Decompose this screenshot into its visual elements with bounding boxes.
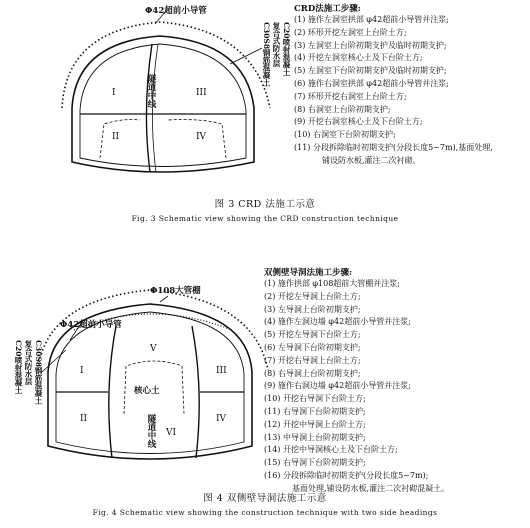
fig4-step: (10) 开挖右导洞下台阶土方; — [264, 394, 366, 404]
fig3-advance-pipe-arc — [62, 22, 270, 108]
fig3-step: (1) 施作左洞室拱部 φ42超前小导管并注浆; — [294, 15, 449, 24]
fig4-step: (16) 分段拆除临时初期支护(分段长度5~7m); — [264, 470, 429, 480]
fig4-layer-label-1: C20喷射混凝土 — [14, 340, 23, 394]
fig4-zone-3: III — [216, 366, 227, 376]
fig4-step: (6) 左导洞下台阶初期支护; — [264, 342, 361, 352]
fig3-zone-4: IV — [196, 132, 207, 142]
fig4-advance-pipe-arc — [38, 290, 268, 370]
fig4-zone-5: V — [150, 344, 157, 354]
fig4-step: (9) 施作右洞边墙 φ42超前小导管并注浆; — [264, 381, 411, 391]
fig4-step: 基面处理,铺设防水板,灌注二次衬砌混凝土。 — [292, 483, 450, 493]
fig3-step: (7) 环形开挖右洞室上台阶土方; — [294, 91, 407, 101]
fig4-step: (4) 施作左洞边墙 φ42超前小导管并注浆; — [264, 317, 411, 327]
fig3-middle-wall — [146, 44, 152, 172]
fig3-zone-1: I — [112, 88, 116, 98]
fig4-caption-en: Fig. 4 Schematic view showing the construction technique with two side headings — [92, 508, 438, 517]
fig4-zone-2: II — [80, 414, 88, 424]
fig3-step: 铺设防水板,灌注二次衬砌。 — [322, 155, 421, 165]
fig4-steps — [264, 266, 449, 496]
fig4-step: (8) 右导洞上台阶初期支护; — [264, 368, 361, 378]
fig3-caption-en: Fig. 3 Schematic view showing the CRD construction technique — [131, 214, 399, 223]
fig4-pipe-label: Φ42超前小导管 — [60, 320, 122, 330]
fig4-right-side-wall — [192, 326, 199, 458]
fig3-layer-labels — [262, 22, 291, 87]
fig3-steps-title: CRD法施工步骤: — [294, 4, 361, 14]
fig3-step: (4) 开挖左洞室核心土及下台阶土方; — [294, 53, 423, 63]
fig3-inner-lining — [80, 44, 246, 167]
fig3-middle-wall-inner — [152, 44, 158, 172]
fig4-canopy-label: Φ108大管棚 — [150, 286, 201, 296]
fig4-zone-4: IV — [216, 414, 227, 424]
fig4-layer-label-3: C30S8钢筋混凝土 — [34, 340, 43, 405]
fig4-step: (3) 左导洞上台阶初期支护; — [264, 304, 361, 314]
fig4-step: (11) 右导洞下台阶初期支护; — [264, 406, 366, 416]
fig3-zone-3: III — [196, 88, 207, 98]
fig3-tunnel-centerline: 隧道中线 — [146, 74, 156, 108]
fig3-layer-label-3: C20喷射混凝土 — [282, 22, 291, 76]
fig4-layer-label-2: 复合式防水层 — [24, 340, 33, 385]
fig3-layer-leader — [230, 48, 262, 64]
fig4-step: (7) 开挖右导洞上台阶土方; — [264, 355, 361, 365]
fig4-step: (15) 右导洞下台阶初期支护; — [264, 458, 366, 468]
fig3-step: (11) 分段拆除临时初期支护(分段长度5~7m),基面处理, — [294, 142, 493, 152]
fig4-layer-leader — [42, 350, 66, 372]
fig3-step: (6) 施作右洞室拱部 φ42超前小导管并注浆; — [294, 78, 449, 88]
fig4-layer-labels — [14, 340, 43, 405]
fig4-caption-zh: 图 4 双侧壁导洞法施工示意 — [203, 493, 327, 504]
fig4-step: (2) 开挖左导洞上台阶土方; — [264, 291, 361, 301]
fig4-step: (12) 开挖中导洞上台阶土方; — [264, 419, 366, 429]
fig4-step: (1) 施作拱部 φ108超前大管棚并注浆; — [264, 279, 400, 288]
fig3-steps — [294, 2, 493, 168]
fig3-step: (10) 右洞室下台阶初期支护; — [294, 130, 396, 140]
fig4-steps-title: 双侧壁导洞法施工步骤: — [264, 268, 353, 278]
fig4-step: (5) 开挖左导洞下台阶土方; — [264, 330, 361, 340]
fig3-layer-label-1: C30S8钢筋混凝土 — [262, 22, 271, 87]
fig4-left-side-wall — [109, 326, 116, 458]
fig3-step: (8) 右洞室上台阶初期支护; — [294, 104, 391, 114]
fig3-pipe-label: Φ42超前小导管 — [145, 6, 207, 16]
fig4-zone-6: VI — [166, 428, 177, 438]
fig4-core-label: 核心土 — [134, 386, 160, 396]
fig3-core-soil-left — [100, 120, 140, 159]
fig4-canopy-leader — [160, 296, 168, 302]
fig4-zone-1: I — [80, 366, 84, 376]
fig3-step: (9) 开挖右洞室核心土及下台阶土方; — [294, 117, 423, 127]
fig3-caption-zh: 图 3 CRD 法施工示意 — [214, 199, 316, 210]
fig3-step: (3) 左洞室上台阶初期支护及临时初期支护; — [294, 40, 447, 50]
fig3-outer-lining — [72, 36, 254, 172]
fig4-step: (14) 开挖中导洞核心土及下台阶土方; — [264, 445, 398, 455]
fig3-zone-2: II — [112, 132, 120, 142]
fig3-step: (2) 环形开挖左洞室上台阶土方; — [294, 27, 407, 37]
fig4-step: (13) 中导洞上台阶初期支护; — [264, 432, 366, 442]
fig4-tunnel-centerline: 隧道中线 — [146, 414, 156, 448]
fig3-step: (5) 左洞室下台阶初期支护及临时初期支护; — [294, 66, 447, 76]
fig3-layer-label-2: 复合式防水层 — [272, 22, 281, 67]
